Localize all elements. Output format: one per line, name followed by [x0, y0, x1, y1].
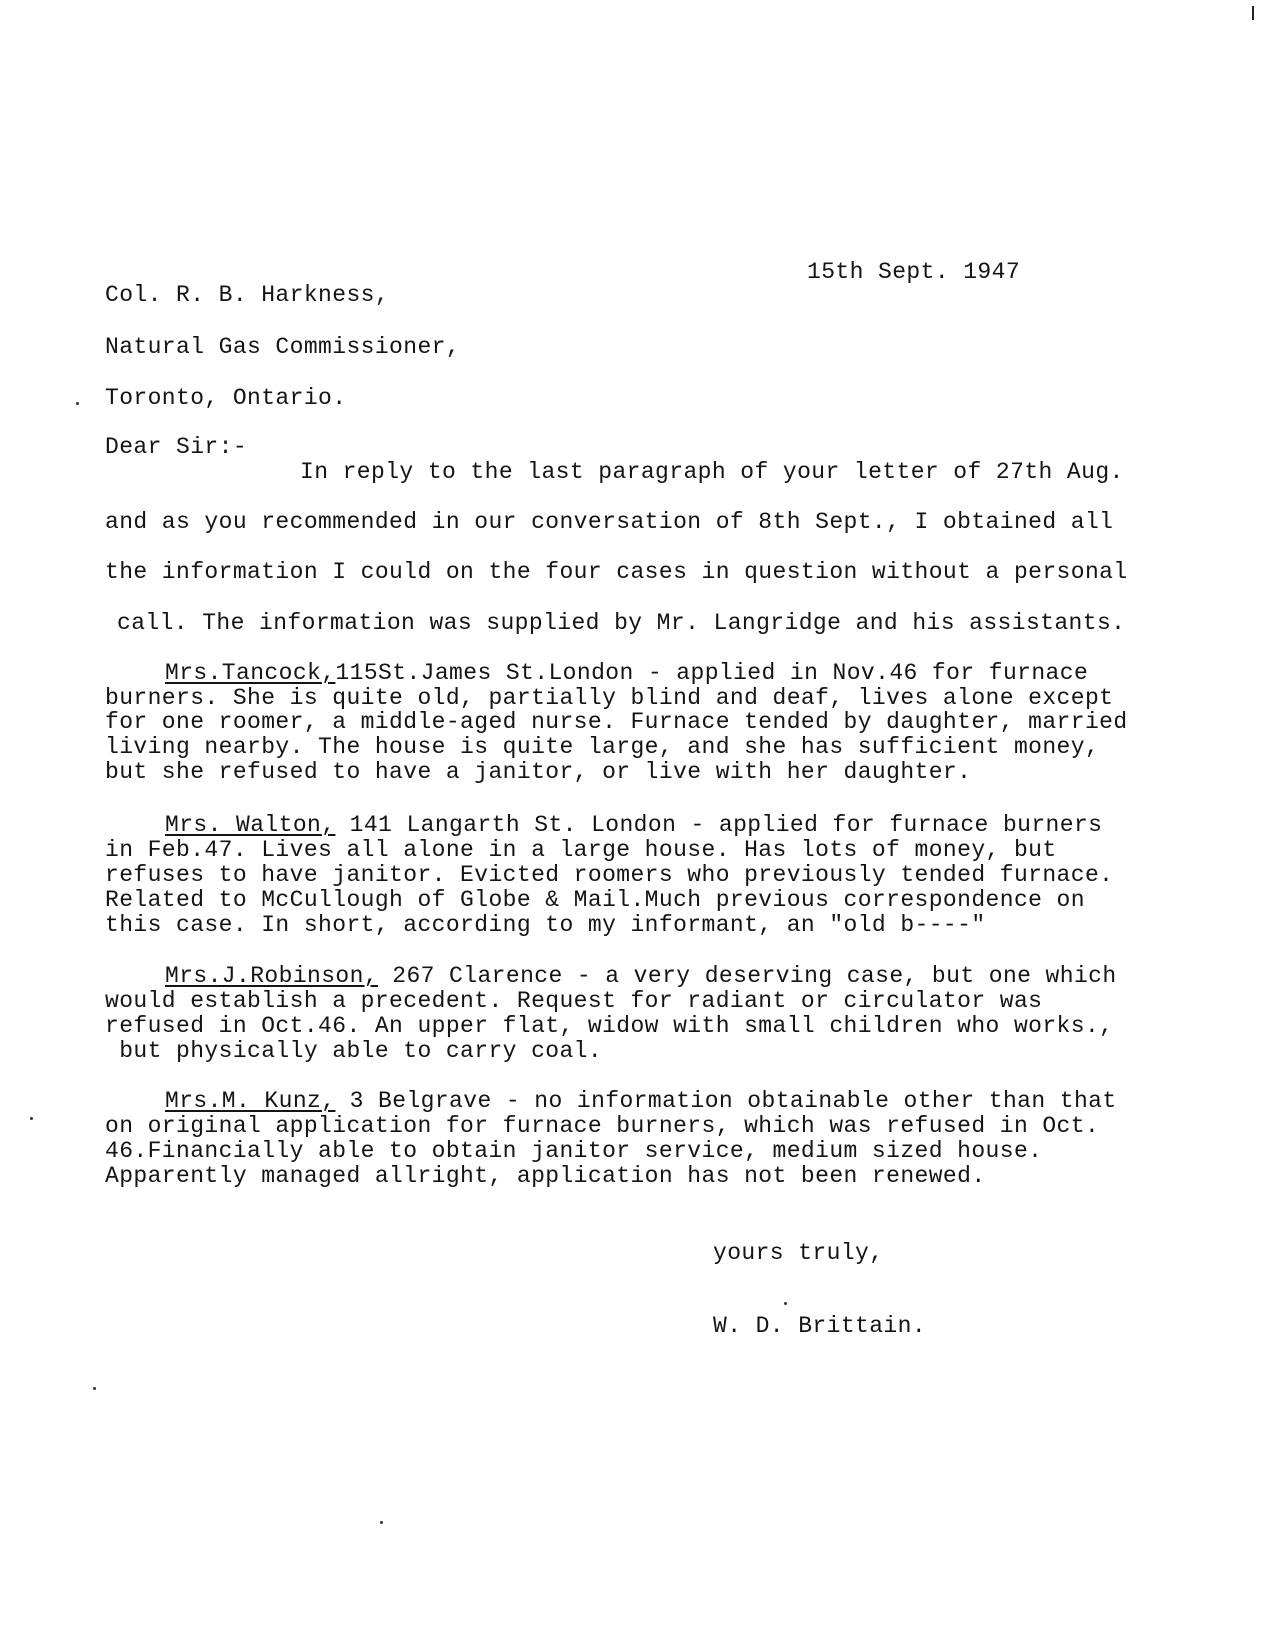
scan-speck	[784, 1302, 787, 1305]
case-name: Mrs.Tancock,	[165, 660, 336, 686]
closing: yours truly,	[713, 1240, 884, 1266]
case-line: Related to McCullough of Globe & Mail.Much previous correspondence on	[105, 887, 1085, 913]
case-line: 46.Financially able to obtain janitor service, medium sized house.	[105, 1138, 1043, 1164]
intro-line: and as you recommended in our conversation of 8th Sept., I obtained all	[105, 509, 1114, 535]
case-line: burners. She is quite old, partially blind and deaf, lives alone except	[105, 685, 1114, 711]
case-line: but she refused to have a janitor, or live with her daughter.	[105, 759, 972, 785]
case-first-line	[165, 812, 1102, 838]
scan-edge-mark	[1252, 6, 1254, 20]
case-line: living nearby. The house is quite large, and she has sufficient money,	[105, 734, 1100, 760]
intro-line: the information I could on the four cases in question without a personal	[105, 559, 1128, 585]
case-line: on original application for furnace burners, which was refused in Oct.	[105, 1113, 1100, 1139]
signature: W. D. Brittain.	[713, 1313, 927, 1339]
case-line: refuses to have janitor. Evicted roomers who previously tended furnace.	[105, 862, 1114, 888]
case-first-line	[165, 1088, 1117, 1114]
case-first-line-text: 115St.James St.London - applied in Nov.46 for furnace	[335, 660, 1089, 686]
case-first-line	[165, 963, 1117, 989]
case-line: this case. In short, according to my informant, an "old b----"	[105, 912, 986, 938]
scan-speck	[93, 1387, 96, 1390]
case-line: Apparently managed allright, application has not been renewed.	[105, 1163, 986, 1189]
case-first-line-text: 267 Clarence - a very deserving case, but one which	[378, 963, 1117, 989]
scan-speck	[30, 1117, 33, 1120]
case-first-line-text: 3 Belgrave - no information obtainable other than that	[335, 1088, 1117, 1114]
intro-line: In reply to the last paragraph of your letter of 27th Aug.	[300, 459, 1124, 485]
recipient-location: Toronto, Ontario.	[105, 385, 347, 411]
case-name: Mrs.J.Robinson,	[165, 963, 379, 989]
case-line: refused in Oct.46. An upper flat, widow with small children who works.,	[105, 1013, 1114, 1039]
case-name: Mrs. Walton,	[165, 812, 336, 838]
scan-speck	[380, 1521, 383, 1524]
case-first-line-text: 141 Langarth St. London - applied for furnace burners	[335, 812, 1103, 838]
case-line: for one roomer, a middle-aged nurse. Furnace tended by daughter, married	[105, 709, 1128, 735]
case-line: would establish a precedent. Request for radiant or circulator was	[105, 988, 1043, 1014]
letter-date: 15th Sept. 1947	[807, 259, 1021, 285]
recipient-name: Col. R. B. Harkness,	[105, 282, 390, 308]
case-name: Mrs.M. Kunz,	[165, 1088, 336, 1114]
case-first-line	[165, 660, 1088, 686]
recipient-title: Natural Gas Commissioner,	[105, 334, 461, 360]
scan-speck	[76, 402, 79, 405]
case-line: in Feb.47. Lives all alone in a large house. Has lots of money, but	[105, 837, 1057, 863]
salutation: Dear Sir:-	[105, 434, 248, 460]
case-line: but physically able to carry coal.	[105, 1038, 603, 1064]
intro-line: call. The information was supplied by Mr. Langridge and his assistants.	[117, 610, 1126, 636]
